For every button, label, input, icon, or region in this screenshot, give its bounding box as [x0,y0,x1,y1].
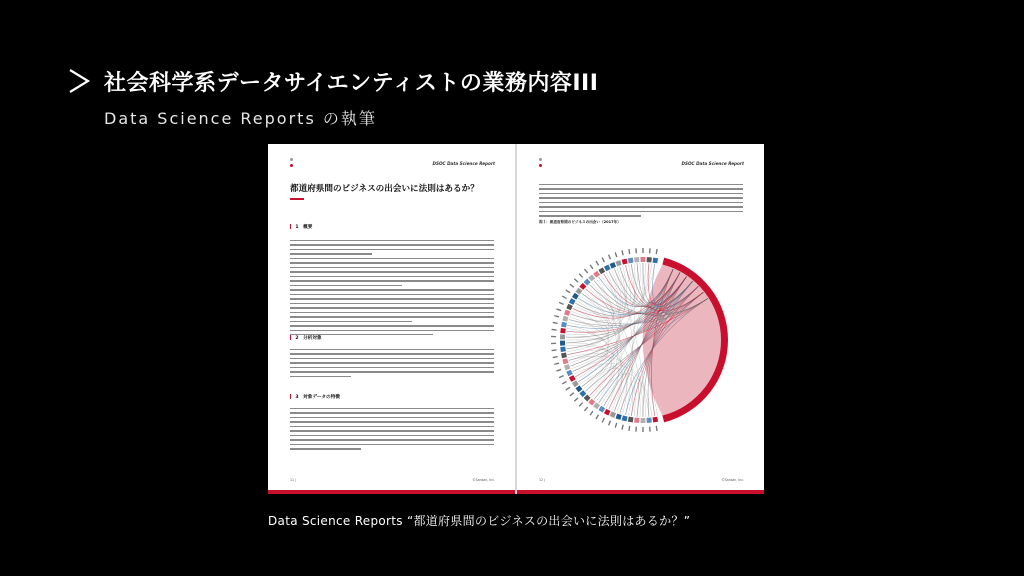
page-marker-dot [539,158,542,161]
chord-segment [579,283,586,290]
chord-label-mark [579,274,582,278]
chord-label-mark [579,403,582,407]
chord-label-mark [622,425,623,430]
chord-label-mark [656,249,657,254]
chord-label-mark [629,249,630,254]
chord-segment [564,364,570,370]
figure-caption-text: Data Science Reports “都道府県間のビジネスの出会いに法則はあるか？” [268,514,691,528]
chord-label-mark [609,255,611,260]
page-marker-dot [290,158,293,161]
chord-label-mark [570,393,574,396]
running-header: DSOC Data Science Report [681,161,744,166]
chord-segment [560,334,565,339]
chord-segment [588,274,595,281]
chord-label-mark [556,309,561,311]
chord-label-mark [552,329,557,330]
chord-label-mark [609,421,611,426]
chord-segment [575,385,582,392]
chord-segment [566,304,573,310]
chord-segment [653,258,659,264]
figure-caption: 図１：都道府県間のビジネスの出会い（2017年） [539,220,621,224]
chevron-right-icon [66,68,92,94]
chord-segment [604,409,611,416]
chord-segment [640,257,645,262]
chord-segment [564,310,570,316]
chord-label-mark [553,357,558,358]
chord-label-mark [559,302,564,304]
chord-label-mark [566,387,570,390]
chord-segment [610,411,616,417]
chord-segment [622,259,628,265]
chord-label-mark [566,290,570,293]
chord-segment [562,316,568,322]
body-text [539,184,743,220]
chord-label-mark [602,418,604,422]
page-number: 12 | [539,478,546,482]
chord-segment [572,380,579,387]
chord-segment [647,257,652,262]
right-page [517,144,764,494]
chord-segment [634,257,639,262]
chord-segment [560,328,566,333]
page-bottom-bar [517,490,764,494]
chord-segment [572,293,579,300]
chord-label-mark [596,261,599,265]
title-accent [290,198,304,200]
chord-label-mark [562,296,566,298]
chord-segment [598,267,605,274]
chord-segment [562,358,568,364]
chord-label-mark [602,258,604,262]
chord-label-mark [552,350,557,351]
report-spread [268,144,764,494]
running-header: DSOC Data Science Report [432,161,495,166]
page-bottom-bar [268,490,515,494]
chord-label-mark [556,369,561,371]
page-subtitle: Data Science Reports の執筆 [104,109,377,128]
page-title: 社会科学系データサイエンティストの業務内容III [104,71,599,96]
chord-segment [588,399,595,406]
chord-segment [569,298,576,305]
chord-segment [634,418,639,423]
body-text [290,240,494,339]
copyright: ©Sansan, Inc. [721,478,744,482]
section-heading: 3 対象データの特徴 [290,394,340,400]
chord-segment [604,265,611,272]
chord-segment [579,390,586,397]
chord-link [570,267,626,364]
chord-segment [628,417,634,423]
copyright: ©Sansan, Inc. [472,478,495,482]
chord-segment [561,322,567,328]
chord-label-mark [622,250,623,255]
chord-segment [569,375,576,382]
chord-label-mark [554,316,559,317]
body-text [290,349,494,380]
chord-label-mark [570,284,574,287]
chord-segment [622,415,628,421]
chord-segment [560,341,565,346]
chord-label-mark [629,426,630,431]
chord-label-mark [615,423,617,428]
chord-label-mark [574,279,578,282]
chord-segment [561,353,567,359]
chord-segment [593,271,600,278]
chord-segment [560,347,566,352]
chord-label-mark [584,407,587,411]
chord-label-mark [590,411,593,415]
chord-label-mark [656,426,657,431]
chord-label-mark [553,322,558,323]
chord-segment [653,417,659,423]
chord-label-mark [590,265,593,269]
page-number: 11 | [290,478,297,482]
chord-segment [610,262,616,268]
section-heading: 2 分析対象 [290,335,322,341]
chord-segment [616,260,622,266]
chord-segment [616,414,622,420]
section-heading: 1 概要 [290,224,312,230]
chord-segment [566,370,573,376]
body-text [290,408,494,453]
chord-segment [647,418,652,423]
page-marker-dot [290,164,293,167]
chord-label-mark [559,376,564,378]
chord-segment [628,258,634,264]
chord-diagram [535,228,750,456]
page-marker-dot [539,164,542,167]
chord-segment [598,406,605,413]
chord-segment [575,288,582,295]
chord-links [566,263,721,417]
chord-label-mark [584,269,587,273]
chord-segment [584,395,591,402]
left-page [268,144,515,494]
chord-label-mark [574,398,578,401]
chord-segment [584,278,591,285]
article-title: 都道府県間のビジネスの出会いに法則はあるか？ [290,184,479,194]
chord-label-mark [554,363,559,364]
chord-label-mark [596,415,599,419]
chord-label-mark [562,382,566,384]
chord-segment [640,418,645,423]
chord-label-mark [615,252,617,257]
chord-segment [593,402,600,409]
